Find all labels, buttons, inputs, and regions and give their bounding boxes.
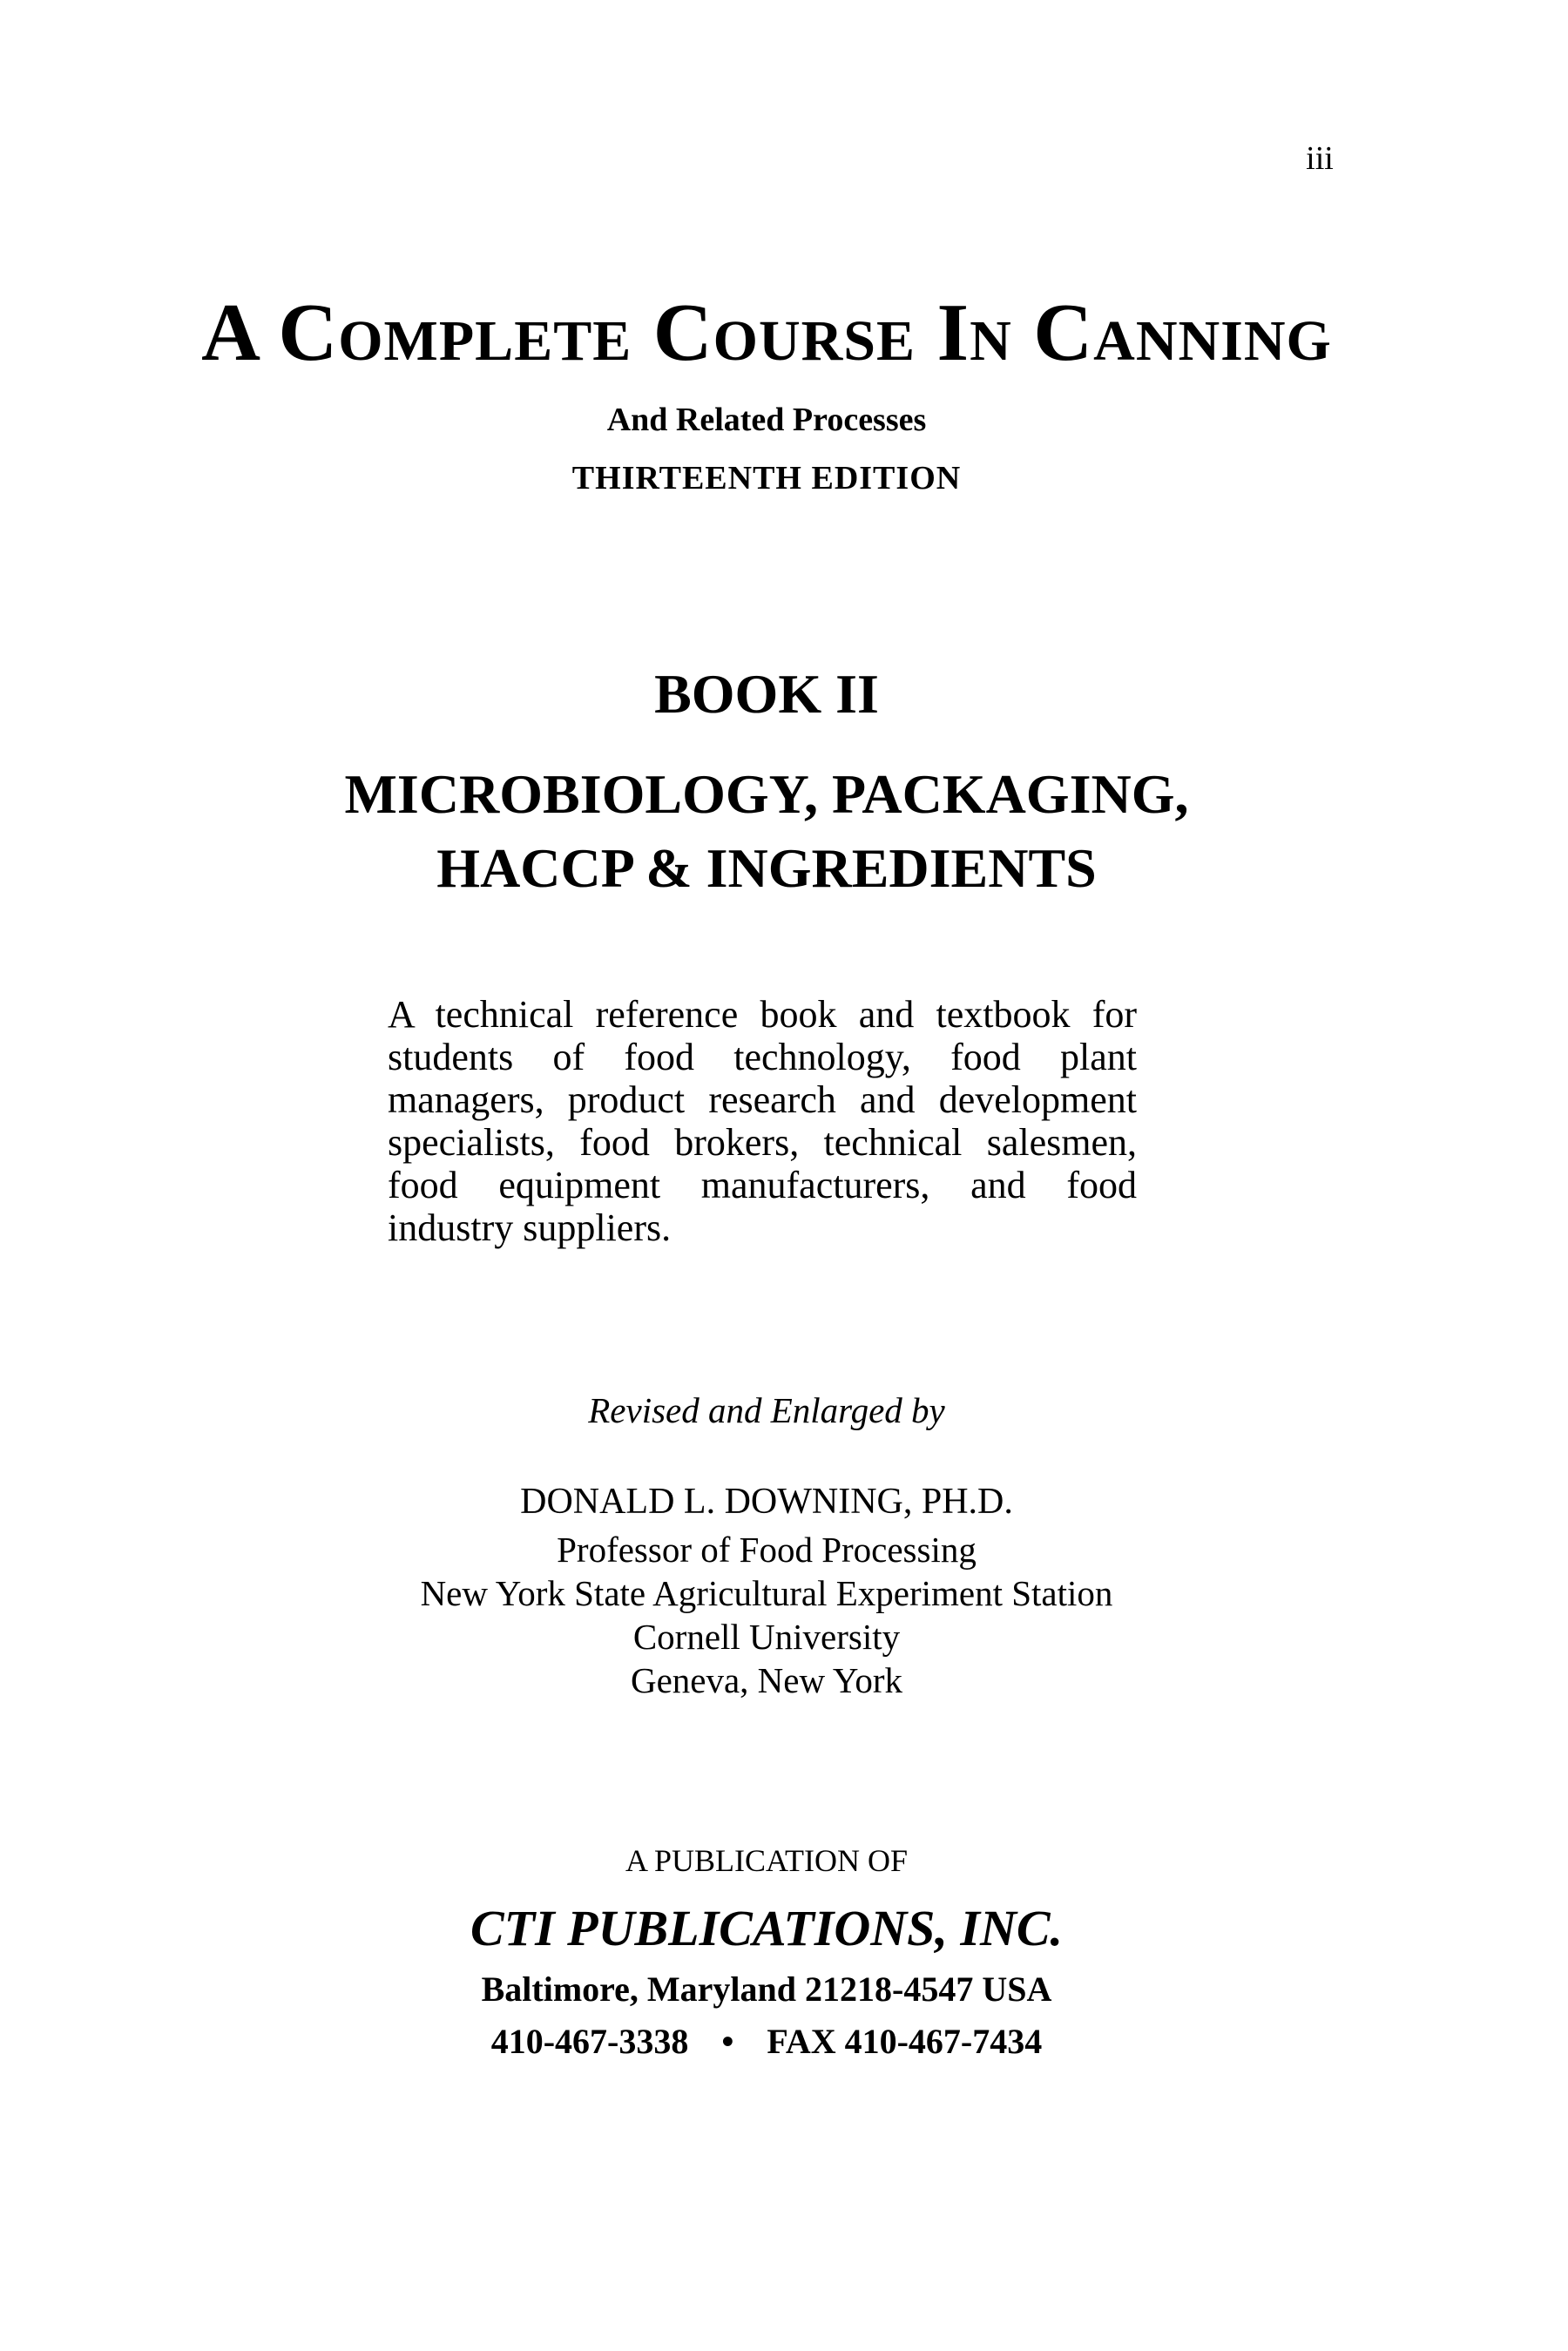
volume-title-line-1: MICROBIOLOGY, PACKAGING, — [344, 763, 1189, 825]
publisher-address: Baltimore, Maryland 21218-4547 USA — [481, 1969, 1052, 2009]
publisher-fax: FAX 410-467-7434 — [767, 2022, 1043, 2061]
author-affiliation-line: New York State Agricultural Experiment Station — [420, 1573, 1113, 1613]
bullet-separator: • — [721, 2022, 734, 2061]
book-title: A Complete Course In Canning — [201, 287, 1332, 378]
publication-intro: A PUBLICATION OF — [625, 1843, 909, 1878]
volume-label: BOOK II — [654, 663, 879, 725]
author-affiliation-line: Professor of Food Processing — [557, 1530, 977, 1570]
description-paragraph: A technical reference book and textbook for students of food technology, food plant managers, product research and development specialists, food brokers, technical salesmen, food equipment manufacturers, and food industry suppliers. — [388, 993, 1137, 1249]
page-number: iii — [1306, 140, 1334, 177]
author-affiliation-line: Geneva, New York — [630, 1660, 902, 1700]
author-name: DONALD L. DOWNING, PH.D. — [520, 1482, 1013, 1522]
author-affiliation-line: Cornell University — [632, 1617, 901, 1657]
publisher-name: CTI PUBLICATIONS, INC. — [470, 1900, 1064, 1956]
publisher-contact — [131, 2021, 1402, 2062]
edition-label: THIRTEENTH EDITION — [571, 460, 962, 497]
book-subtitle: And Related Processes — [606, 402, 927, 438]
revised-by-line: Revised and Enlarged by — [588, 1390, 945, 1430]
volume-title-line-2: HACCP & INGREDIENTS — [436, 837, 1097, 899]
publisher-phone: 410-467-3338 — [490, 2022, 689, 2061]
